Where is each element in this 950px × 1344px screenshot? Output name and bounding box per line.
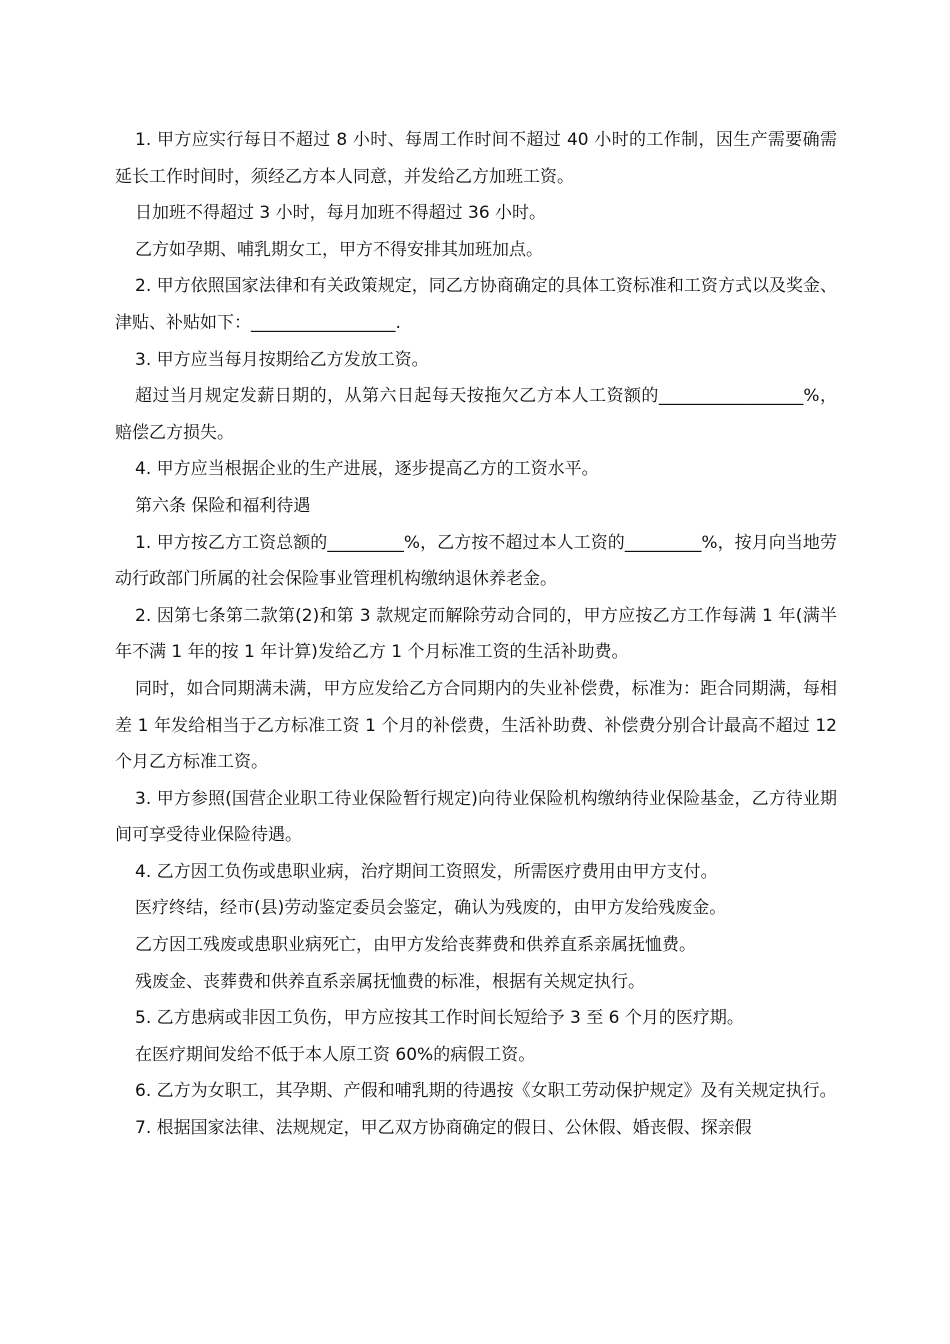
section-heading-insurance: 第六条 保险和福利待遇 [135,495,311,516]
paragraph-living-subsidy: 2. 因第七条第二款第(2)和第 3 款规定而解除劳动合同的，甲方应按乙方工作每满 1 年(满半年不满 1 年的按 1 年计算)发给乙方 1 个月标准工资的生活补助费。 [115,605,837,663]
paragraph-wage-increase: 4. 甲方应当根据企业的生产进展，逐步提高乙方的工资水平。 [135,459,599,480]
paragraph-medical-period: 5. 乙方患病或非因工负伤，甲方应按其工作时间长短给予 3 至 6 个月的医疗期。 [135,1008,744,1029]
paragraph-holidays: 7. 根据国家法律、法规规定，甲乙双方协商确定的假日、公休假、婚丧假、探亲假 [135,1118,752,1139]
paragraph-benefit-standards: 残废金、丧葬费和供养直系亲属抚恤费的标准，根据有关规定执行。 [135,971,645,992]
paragraph-daily-overtime-limit: 日加班不得超过 3 小时，每月加班不得超过 36 小时。 [135,203,547,224]
paragraph-overtime-rule: 1. 甲方应实行每日不超过 8 小时、每周工作时间不超过 40 小时的工作制，因生产需要确需延长工作时间时，须经乙方本人同意，并发给乙方加班工资。 [115,130,837,187]
paragraph-wage-standard: 2. 甲方依照国家法律和有关政策规定，同乙方协商确定的具体工资标准和工资方式以及奖金、津贴、补贴如下：_________________. [115,276,837,333]
paragraph-sick-pay: 在医疗期间发给不低于本人原工资 60%的病假工资。 [135,1044,536,1065]
paragraph-unemployment-insurance: 3. 甲方参照(国营企业职工待业保险暂行规定)向待业保险机构缴纳待业保险基金，乙方待业期间可享受待业保险待遇。 [115,788,837,846]
paragraph-work-injury: 4. 乙方因工负伤或患职业病，治疗期间工资照发，所需医疗费用由甲方支付。 [135,861,718,882]
paragraph-death-benefit: 乙方因工残废或患职业病死亡，由甲方发给丧葬费和供养直系亲属抚恤费。 [135,935,696,956]
paragraph-monthly-pay: 3. 甲方应当每月按期给乙方发放工资。 [135,349,429,370]
paragraph-pregnancy-overtime: 乙方如孕期、哺乳期女工，甲方不得安排其加班加点。 [135,239,543,260]
paragraph-disability-appraisal: 医疗终结，经市(县)劳动鉴定委员会鉴定，确认为残废的，由甲方发给残废金。 [135,898,727,919]
paragraph-female-worker: 6. 乙方为女职工，其孕期、产假和哺乳期的待遇按《女职工劳动保护规定》及有关规定执行。 [135,1081,837,1102]
paragraph-late-pay-penalty: 超过当月规定发薪日期的，从第六日起每天按拖欠乙方本人工资额的_________________%，赔偿乙方损失。 [115,386,837,443]
paragraph-pension: 1. 甲方按乙方工资总额的_________%，乙方按不超过本人工资的_________%，按月向当地劳动行政部门所属的社会保险事业管理机构缴纳退休养老金。 [115,532,837,590]
document-body [115,122,837,1147]
paragraph-unemployment-compensation: 同时，如合同期满未满，甲方应发给乙方合同期内的失业补偿费，标准为：距合同期满，每相差 1 年发给相当于乙方标准工资 1 个月的补偿费，生活补助费、补偿费分别合计最高不超过 12 个月乙方标准工资。 [115,678,837,773]
